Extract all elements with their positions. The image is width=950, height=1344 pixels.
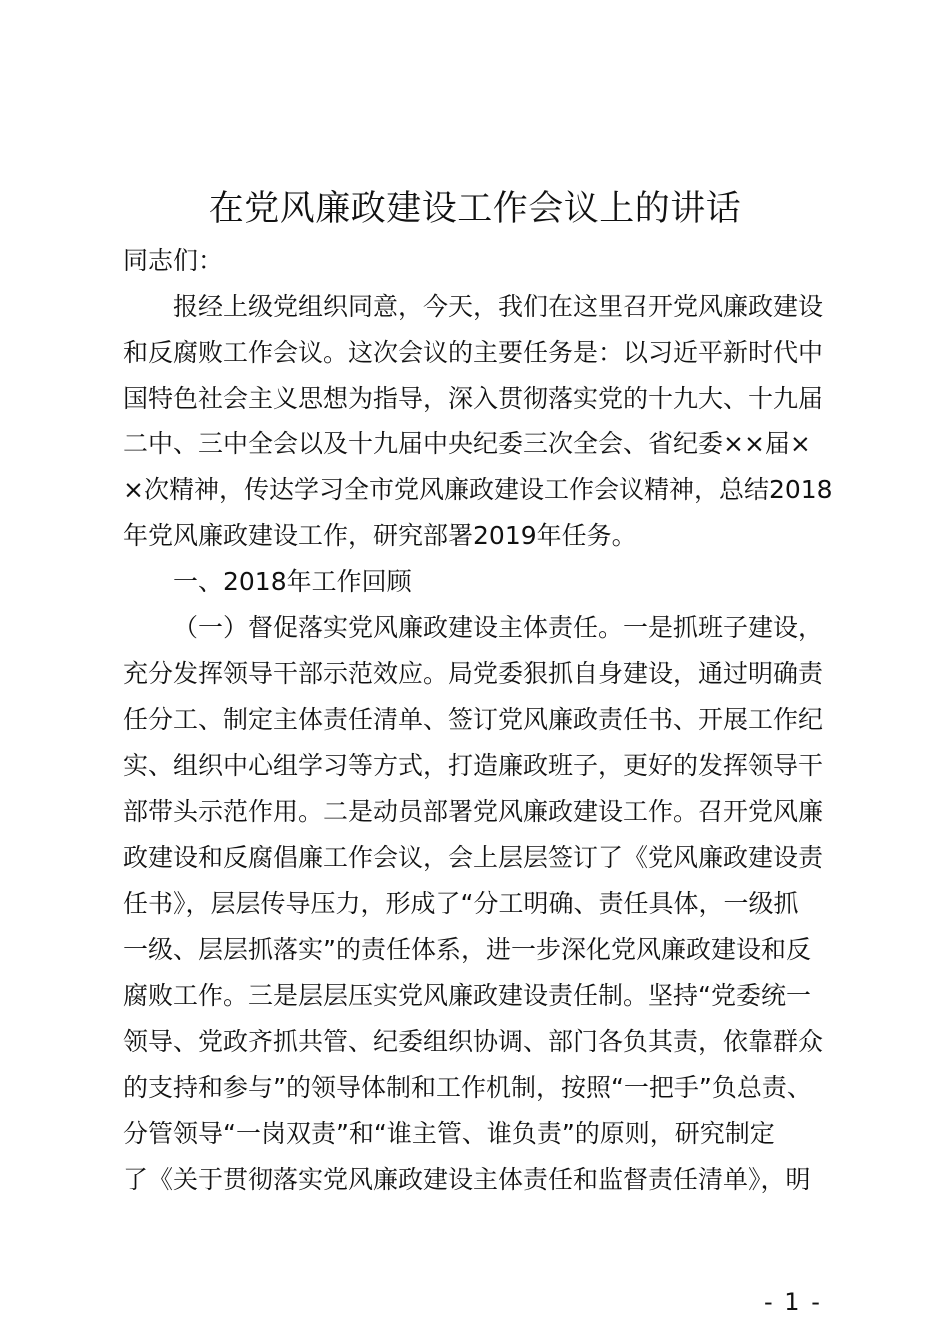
salutation: 同志们：: [123, 246, 224, 275]
text-line: 了《关于贯彻落实党风廉政建设主体责任和监督责任清单》，明: [123, 1165, 811, 1194]
page-number: - 1 -: [764, 1288, 822, 1316]
text-line: 二中、三中全会以及十九届中央纪委三次全会、省纪委××届×: [123, 429, 811, 458]
text-line: 的支持和参与”的领导体制和工作机制，按照“一把手”负总责、: [123, 1073, 812, 1102]
text-line: （一）督促落实党风廉政建设主体责任。一是抓班子建设，: [173, 613, 824, 642]
text-line: 政建设和反腐倡廉工作会议，会上层层签订了《党风廉政建设责: [123, 843, 824, 872]
text-line: 领导、党政齐抓共管、纪委组织协调、部门各负其责，依靠群众: [123, 1027, 824, 1056]
document-title: 在党风廉政建设工作会议上的讲话: [208, 189, 742, 229]
text-line: ×次精神，传达学习全市党风廉政建设工作会议精神，总结2018: [123, 475, 833, 504]
text-line: 部带头示范作用。二是动员部署党风廉政建设工作。召开党风廉: [123, 797, 824, 826]
text-line: 实、组织中心组学习等方式，打造廉政班子，更好的发挥领导干: [123, 751, 824, 780]
text-line: 报经上级党组织同意，今天，我们在这里召开党风廉政建设: [173, 292, 824, 321]
text-line: 任分工、制定主体责任清单、签订党风廉政责任书、开展工作纪: [123, 705, 824, 734]
text-line: 充分发挥领导干部示范效应。局党委狠抓自身建设，通过明确责: [123, 659, 824, 688]
text-line: 腐败工作。三是层层压实党风廉政建设责任制。坚持“党委统一: [123, 981, 811, 1010]
section-heading: 一、2018年工作回顾: [173, 567, 412, 596]
text-line: 年党风廉政建设工作，研究部署2019年任务。: [123, 521, 637, 550]
text-line: 任书》，层层传导压力，形成了“分工明确、责任具体，一级抓: [123, 889, 799, 918]
text-line: 一级、层层抓落实”的责任体系，进一步深化党风廉政建设和反: [123, 935, 811, 964]
text-line: 国特色社会主义思想为指导，深入贯彻落实党的十九大、十九届: [123, 384, 824, 413]
text-line: 和反腐败工作会议。这次会议的主要任务是：以习近平新时代中: [123, 338, 824, 367]
text-line: 分管领导“一岗双责”和“谁主管、谁负责”的原则，研究制定: [123, 1119, 775, 1148]
